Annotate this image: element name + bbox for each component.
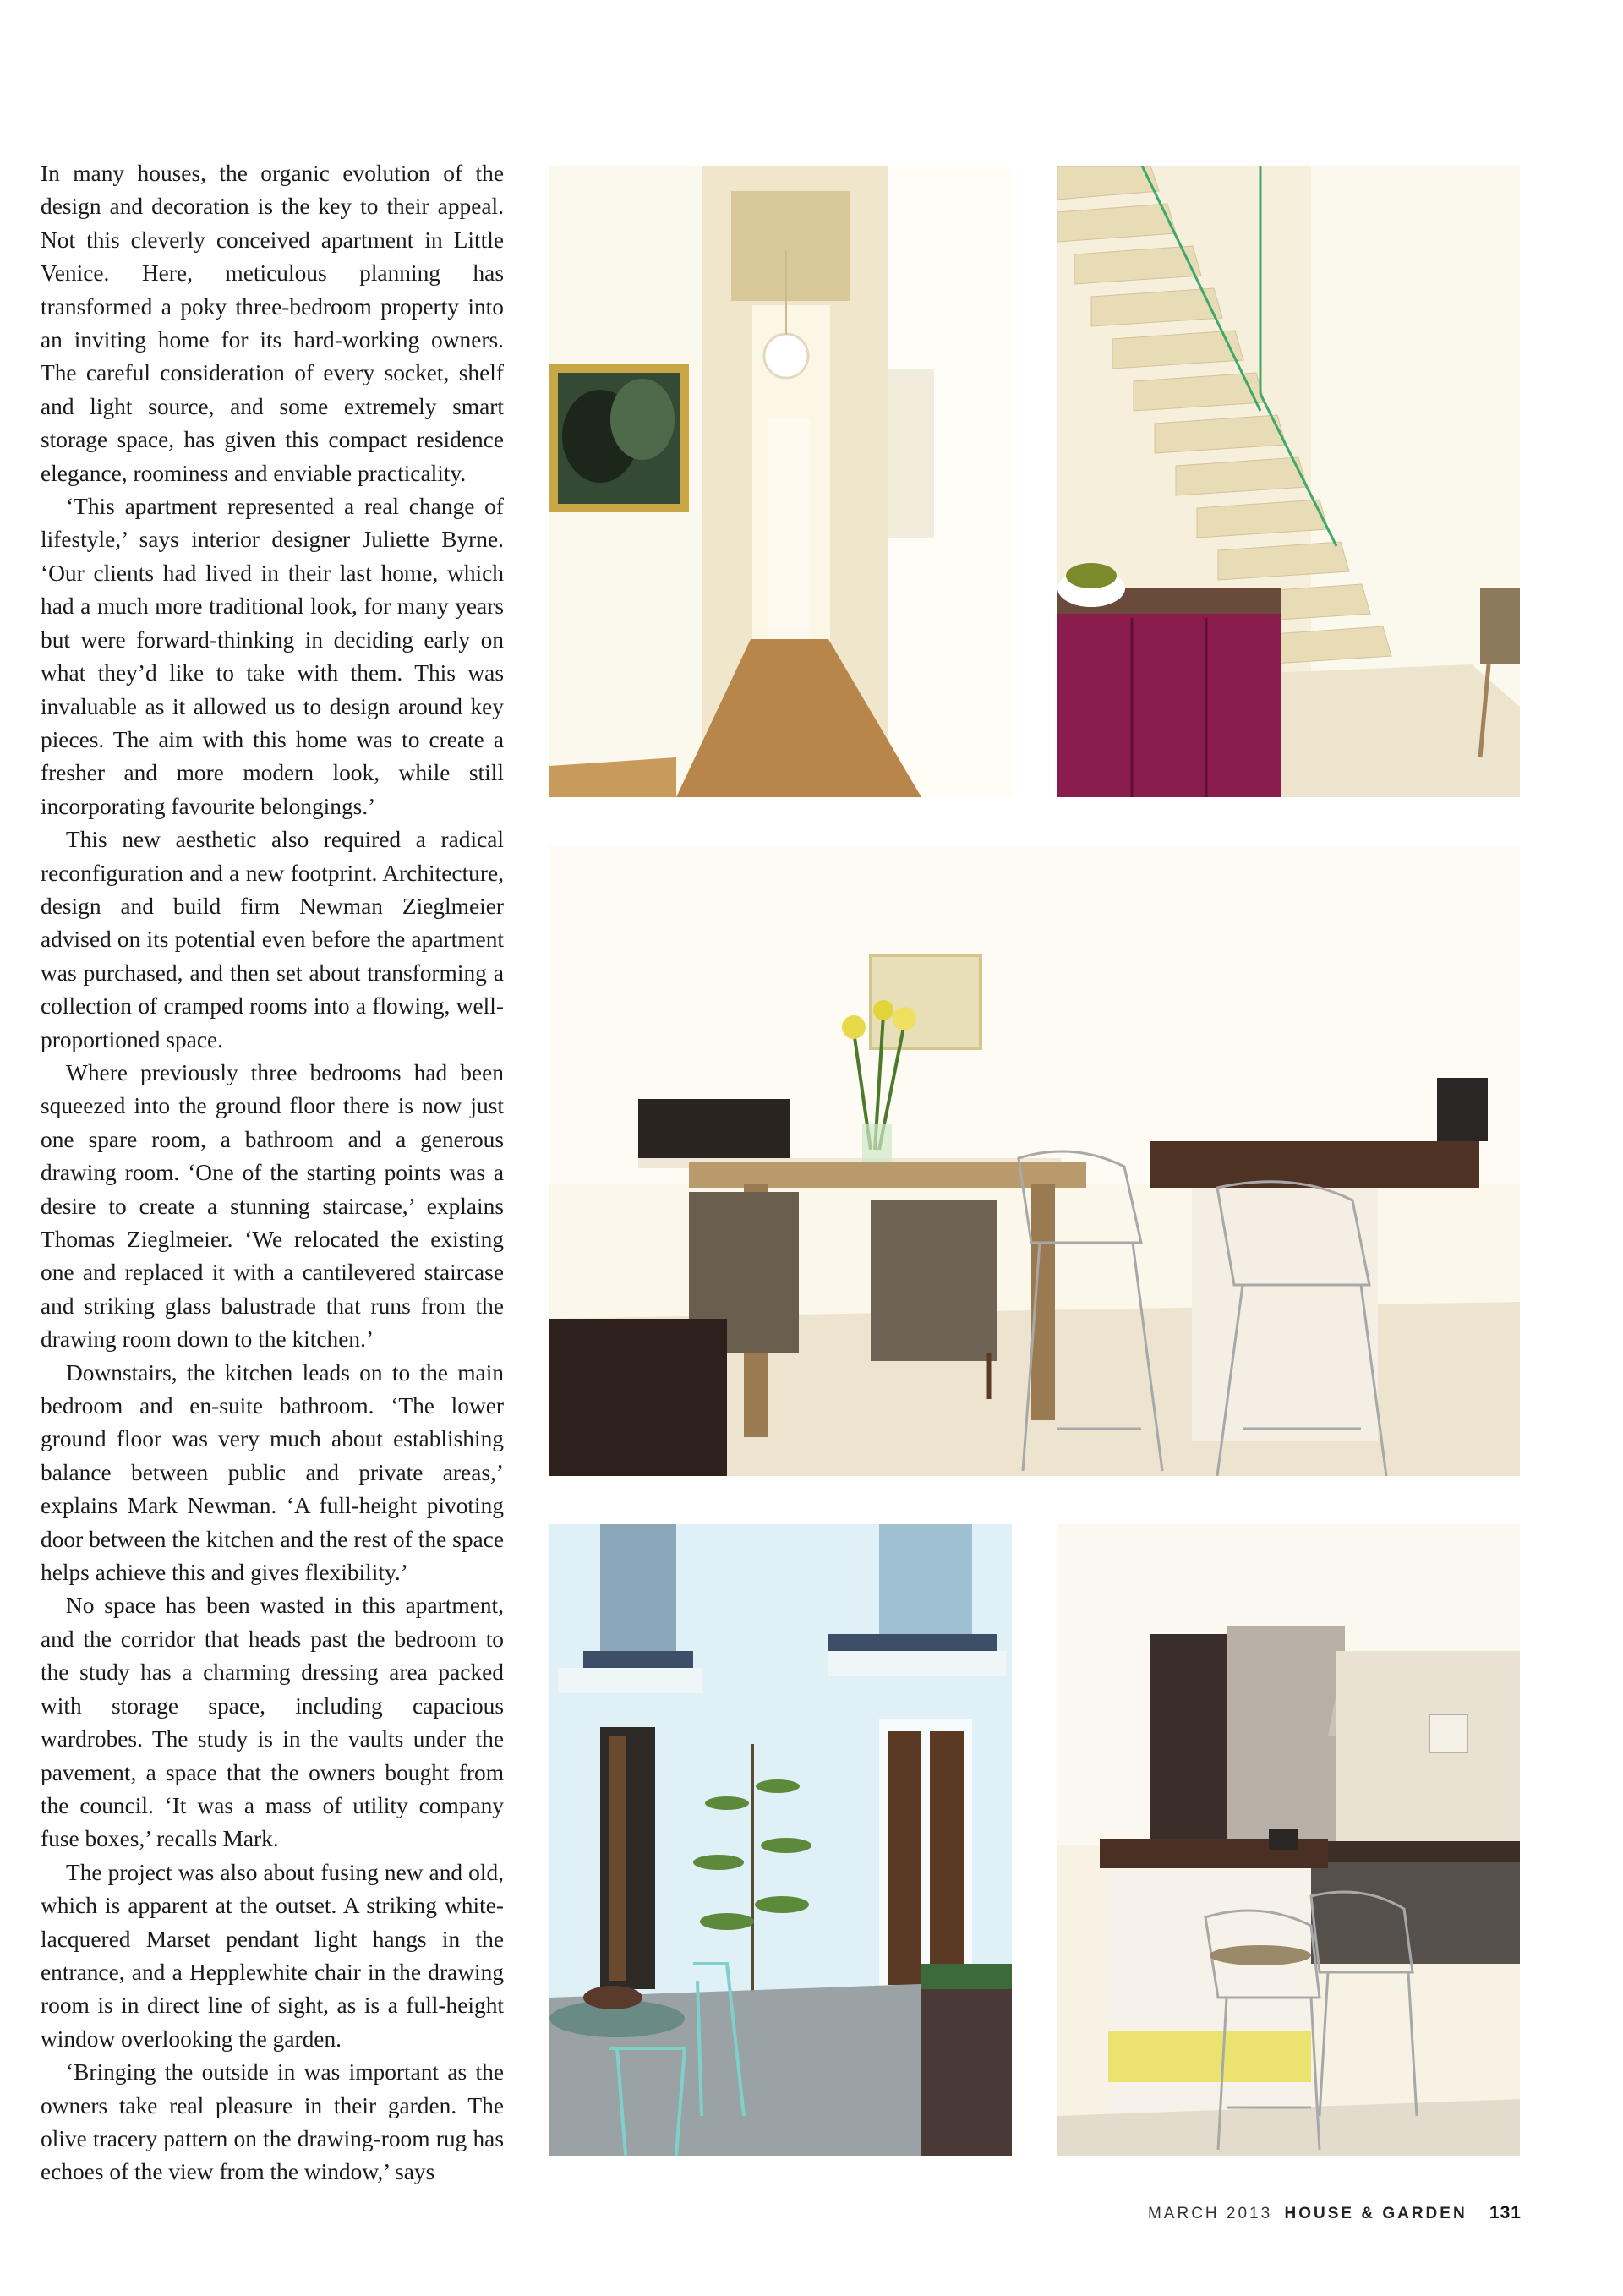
staircase-photo xyxy=(1057,166,1520,797)
kitchen-dining-photo xyxy=(549,845,1520,1476)
article-paragraph: Where previously three bedrooms had been squeezed into the ground floor there is now just one spare room, a bathroom and a generous drawing room. ‘One of the starting points was a desire to create a stunning staircase,’ explains Thomas Zieglmeier. ‘We relocated the existing one and replaced it with a cantilevered staircase and striking glass balustrade that runs from the drawing room down to the kitchen.’ xyxy=(41,1059,504,1353)
page-footer xyxy=(1148,2203,1522,2223)
issue-date: MARCH 2013 xyxy=(1147,2205,1273,2222)
article-body xyxy=(41,157,504,2189)
article-paragraph: ‘Bringing the outside in was important as the owners take real pleasure in their garden. The olive tracery pattern on the drawing-room rug has echoes of the view from the window,’ says xyxy=(41,2059,504,2185)
garden-photo xyxy=(549,1524,1012,2156)
article-paragraph: Downstairs, the kitchen leads on to the main bedroom and en-suite bathroom. ‘The lower ground floor was very much about establishing balance between public and private areas,’ explains Mark Newman. ‘A full-height pivoting door between the kitchen and the rest of the space helps achieve this and gives flexibility.’ xyxy=(41,1359,504,1586)
magazine-name: HOUSE & GARDEN xyxy=(1284,2205,1467,2222)
article-paragraph: In many houses, the organic evolution of the design and decoration is the key to their appeal. Not this cleverly conceived apartment in Little Venice. Here, meticulous planning has transformed a poky three-bedroom property into an inviting home for its hard-working owners. The careful consideration of every socket, shelf and light source, and some extremely smart storage space, has given this compact residence elegance, roominess and enviable practicality. xyxy=(41,161,504,486)
article-paragraph: No space has been wasted in this apartment, and the corridor that heads past the bedroom to the study has a charming dressing area packed with storage space, including capacious wardrobes. The study is in the vaults under the pavement, a space that the owners bought from the council. ‘It was a mass of utility company fuse boxes,’ recalls Mark. xyxy=(41,1593,504,1852)
article-paragraph: ‘This apartment represented a real change of lifestyle,’ says interior designer Juliette Byrne. ‘Our clients had lived in their last home, which had a much more traditional look, for many years but were forward-thinking in deciding early on what they’d like to take with them. This was invaluable as it allowed us to design around key pieces. The aim with this home was to create a fresher and more modern look, while still incorporating favourite belongings.’ xyxy=(41,494,504,819)
article-paragraph: This new aesthetic also required a radical reconfiguration and a new footprint. Architecture, design and build firm Newman Zieglmeier advised on its potential even before the apartment was purchased, and then set about transforming a collection of cramped rooms into a flowing, well-proportioned space. xyxy=(41,827,504,1052)
kitchen-bar-photo xyxy=(1057,1524,1520,2156)
page-number: 131 xyxy=(1489,2203,1522,2222)
hallway-photo xyxy=(549,166,1012,797)
article-paragraph: The project was also about fusing new and old, which is apparent at the outset. A striking white-lacquered Marset pendant light hangs in the entrance, and a Hepplewhite chair in the drawing room is in direct line of sight, as is a full-height window overlooking the garden. xyxy=(41,1859,504,2052)
